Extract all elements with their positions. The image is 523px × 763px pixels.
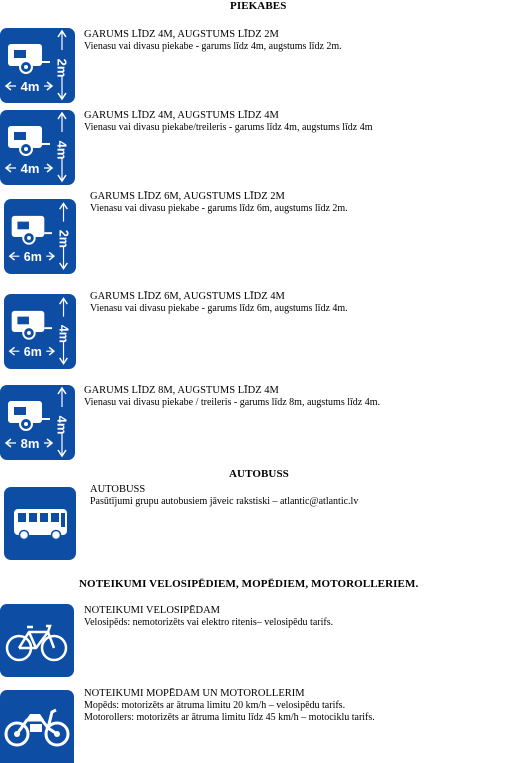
trailer-length-label: 6m [23,344,42,359]
trailer-4m-4m-sign-icon [0,110,75,185]
section-title-bikes: NOTEIKUMI VELOSIPĒDIEM, MOPĒDIEM, MOTOROLLERIEM. [79,578,419,590]
trailer-height-label: 4m [54,415,70,435]
trailer-title: GARUMS LĪDZ 6M, AUGSTUMS LĪDZ 2M [90,191,285,202]
trailer-title: GARUMS LĪDZ 4M, AUGSTUMS LĪDZ 2M [84,29,279,40]
trailer-height-label: 4m [54,140,70,160]
bus-description: Pasūtījumi grupu autobusiem jāveic rakstiski – atlantic@atlantic.lv [90,496,359,507]
bicycle-sign-icon [0,604,74,677]
trailer-description: Vienasu vai divasu piekabe - garums līdz 6m, augstums līdz 4m. [90,303,348,314]
moped-entry [84,688,514,724]
trailer-description: Vienasu vai divasu piekabe - garums līdz 4m, augstums līdz 2m. [84,41,342,52]
trailer-6m-2m-sign-icon [4,199,76,274]
trailer-8m-4m-sign-icon [0,385,75,460]
bus-sign-icon [4,487,76,560]
motorcycle-sign-icon [0,690,74,763]
trailer-entry [90,191,510,215]
trailer-description: Vienasu vai divasu piekabe - garums līdz 6m, augstums līdz 2m. [90,203,348,214]
trailer-height-label: 2m [54,58,70,78]
bicycle-description: Velosipēds: nemotorizēts vai elektro ritenis– velosipēdu tarifs. [84,617,334,628]
trailer-title: GARUMS LĪDZ 8M, AUGSTUMS LĪDZ 4M [84,385,279,396]
trailer-entry [84,110,514,134]
trailer-title: GARUMS LĪDZ 4M, AUGSTUMS LĪDZ 4M [84,110,279,121]
trailer-length-label: 8m [20,436,40,451]
scooter-description: Motorollers: motorizēts ar ātruma limitu līdz 45 km/h – motociklu tarifs. [84,712,375,723]
trailer-entry [90,291,510,315]
trailer-title: GARUMS LĪDZ 6M, AUGSTUMS LĪDZ 4M [90,291,285,302]
bicycle-entry [84,605,514,629]
trailer-description: Vienasu vai divasu piekabe / treileris - garums līdz 8m, augstums līdz 4m. [84,397,381,408]
trailer-length-label: 4m [20,79,40,94]
trailer-height-label: 2m [56,229,71,248]
trailer-entry [84,29,514,53]
trailer-height-label: 4m [56,324,71,343]
bicycle-title: NOTEIKUMI VELOSIPĒDAM [84,605,221,616]
trailer-length-label: 6m [23,249,42,264]
section-title-trailers: PIEKABES [230,0,287,12]
section-title-bus: AUTOBUSS [229,468,289,480]
trailer-4m-2m-sign-icon [0,28,75,103]
trailer-description: Vienasu vai divasu piekabe/treileris - garums līdz 4m, augstums līdz 4m [84,122,373,133]
trailer-entry [84,385,514,409]
moped-description: Mopēds: motorizēts ar ātruma limitu 20 km/h – velosipēdu tarifs. [84,700,346,711]
trailer-length-label: 4m [20,161,40,176]
bus-title: AUTOBUSS [90,484,146,495]
trailer-6m-4m-sign-icon [4,294,76,369]
moped-title: NOTEIKUMI MOPĒDAM UN MOTOROLLERIM [84,688,305,699]
bus-entry [90,484,510,508]
